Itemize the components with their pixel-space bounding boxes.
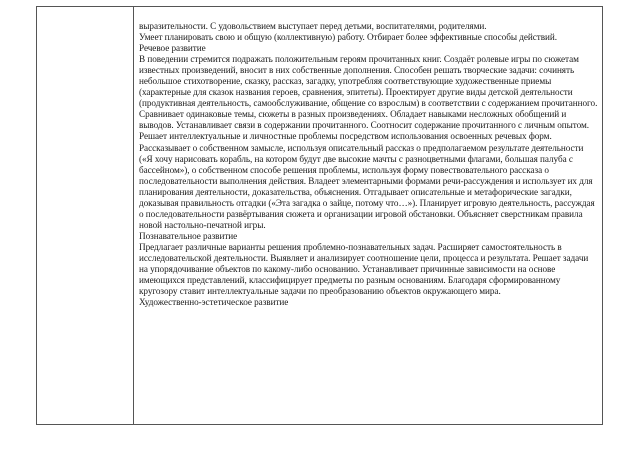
paragraph-speech-behavior: В поведении стремится подражать положительным героям прочитанных книг. Создаёт ролевые игры по сюжетам известных произведений, вносит в них собственные дополнения. Способен решать творческие задачи: сочинять небольшое стихотворение, сказку, рассказ, загадку, употребляя соответствующие художественные приемы (характерные для сказок названия героев, сравнения, эпитеты). Проектирует другие виды детской деятельности (продуктивная деятельность, самообслуживание, общение со взрослым) в соответствии с содержанием прочитанного. Сравнивает одинаковые темы, сюжеты в разных произведениях. Обладает навыками несложных обобщений и выводов. Устанавливает связи в содержании прочитанного. Соотносит содержание прочитанного с личным опытом. — [139, 54, 598, 131]
section-heading-arts: Художественно-эстетическое развитие — [139, 297, 289, 308]
paragraph-planning: Умеет планировать свою и общую (коллективную) работу. Отбирает более эффективные способы действий. — [139, 32, 557, 43]
content-cell — [139, 21, 598, 308]
section-heading-cognitive: Познавательное развитие — [139, 230, 238, 241]
section-heading-speech: Речевое развитие — [139, 43, 206, 54]
column-divider — [133, 7, 134, 424]
document-table — [36, 6, 603, 425]
paragraph-speech-problems: Решает интеллектуальные и личностные проблемы посредством использования освоенных речевых форм. Рассказывает о собственном замысле, используя описательный рассказ о предполагаемом результате деятельности («Я хочу нарисовать корабль, на котором будут две высокие мачты с разноцветными флагами, большая палуба с бассейном»), о собственном способе решения проблемы, используя форму повествовательного рассказа о последовательности выполнения действия. Владеет элементарными формами речи-рассуждения и использует их для планирования деятельности, доказательства, объяснения. Отгадывает описательные и метафорические загадки, доказывая правильность отгадки («Эта загадка о зайце, потому что…»). Планирует игровую деятельность, рассуждая о последовательности развёртывания сюжета и организации игровой обстановки. Объясняет сверстникам правила новой настольно-печатной игры. — [139, 131, 595, 230]
paragraph-expressiveness: выразительности. С удовольствием выступает перед детьми, воспитателями, родителями. — [139, 21, 487, 31]
paragraph-cognitive: Предлагает различные варианты решения проблемно-познавательных задач. Расширяет самостоятельность в исследовательской деятельности. Выявляет и анализирует соотношение цели, процесса и результата. Решает задачи на упорядочивание объектов по какому-либо основанию. Устанавливает причинные зависимости на основе имеющихся представлений, классифицирует предметы по разным основаниям. Благодаря сформированному кругозору ставит интеллектуальные задачи по преобразованию объектов окружающего мира. — [139, 241, 589, 297]
